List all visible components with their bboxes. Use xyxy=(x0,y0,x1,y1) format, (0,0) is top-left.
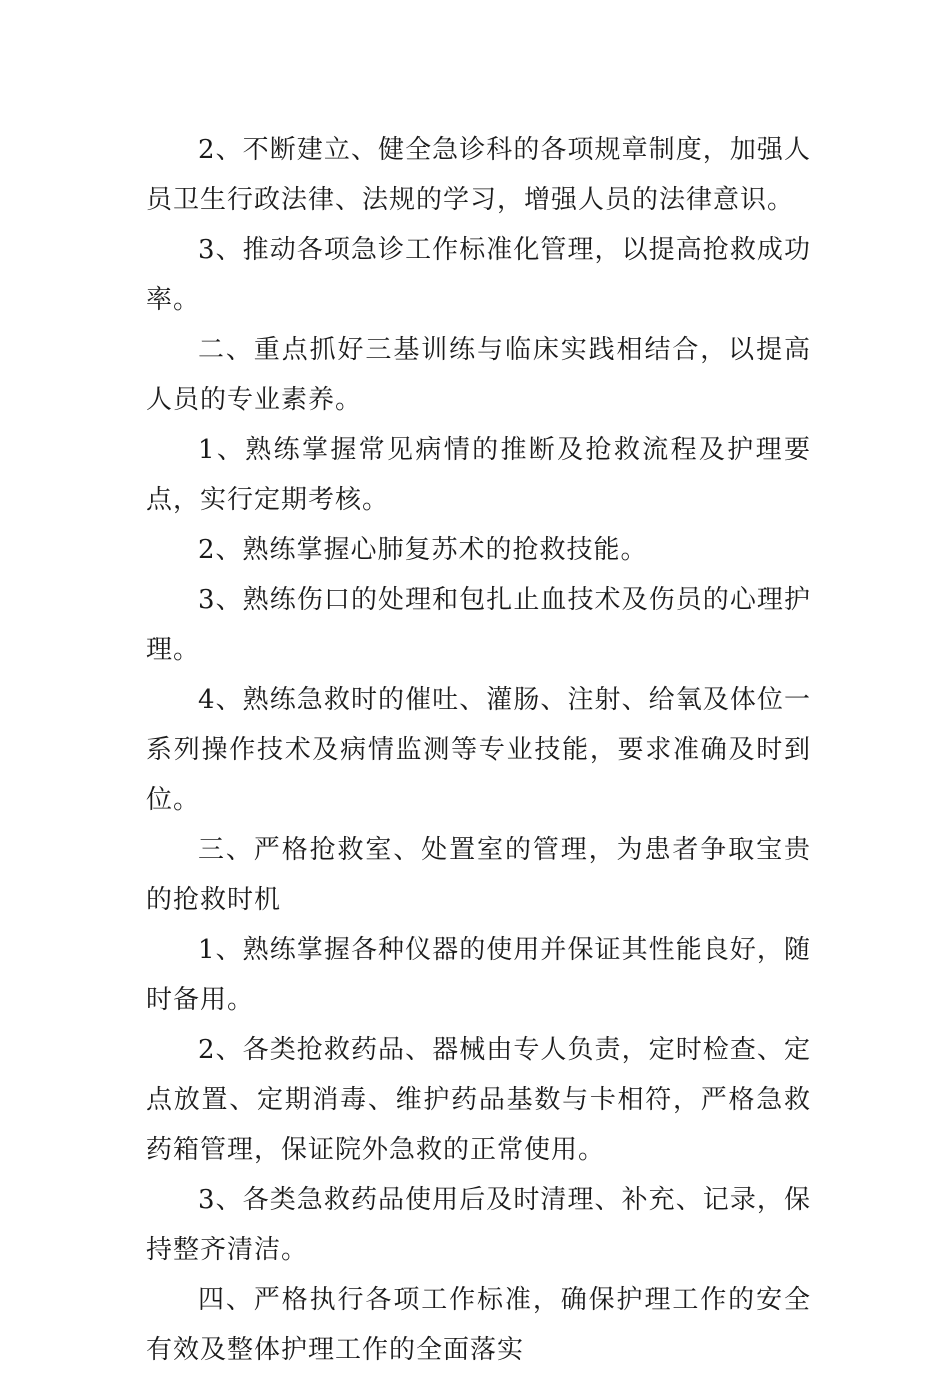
document-body xyxy=(146,125,811,1375)
section-heading: 二、重点抓好三基训练与临床实践相结合，以提高人员的专业素养。 xyxy=(146,335,811,415)
paragraph: 1、熟练掌握常见病情的推断及抢救流程及护理要点，实行定期考核。 xyxy=(146,435,811,515)
paragraph: 2、不断建立、健全急诊科的各项规章制度，加强人员卫生行政法律、法规的学习，增强人员的法律意识。 xyxy=(146,135,811,215)
paragraph: 3、推动各项急诊工作标准化管理，以提高抢救成功率。 xyxy=(146,235,811,315)
paragraph: 3、熟练伤口的处理和包扎止血技术及伤员的心理护理。 xyxy=(146,585,811,665)
paragraph: 2、熟练掌握心肺复苏术的抢救技能。 xyxy=(198,535,648,565)
section-heading: 三、严格抢救室、处置室的管理，为患者争取宝贵的抢救时机 xyxy=(146,835,811,915)
paragraph: 4、熟练急救时的催吐、灌肠、注射、给氧及体位一系列操作技术及病情监测等专业技能，要求准确及时到位。 xyxy=(146,685,811,815)
paragraph: 3、各类急救药品使用后及时清理、补充、记录，保持整齐清洁。 xyxy=(146,1185,811,1265)
paragraph: 2、各类抢救药品、器械由专人负责，定时检查、定点放置、定期消毒、维护药品基数与卡相符，严格急救药箱管理，保证院外急救的正常使用。 xyxy=(146,1035,811,1165)
paragraph: 1、熟练掌握各种仪器的使用并保证其性能良好，随时备用。 xyxy=(146,935,811,1015)
section-heading: 四、严格执行各项工作标准，确保护理工作的安全有效及整体护理工作的全面落实 xyxy=(146,1285,811,1365)
